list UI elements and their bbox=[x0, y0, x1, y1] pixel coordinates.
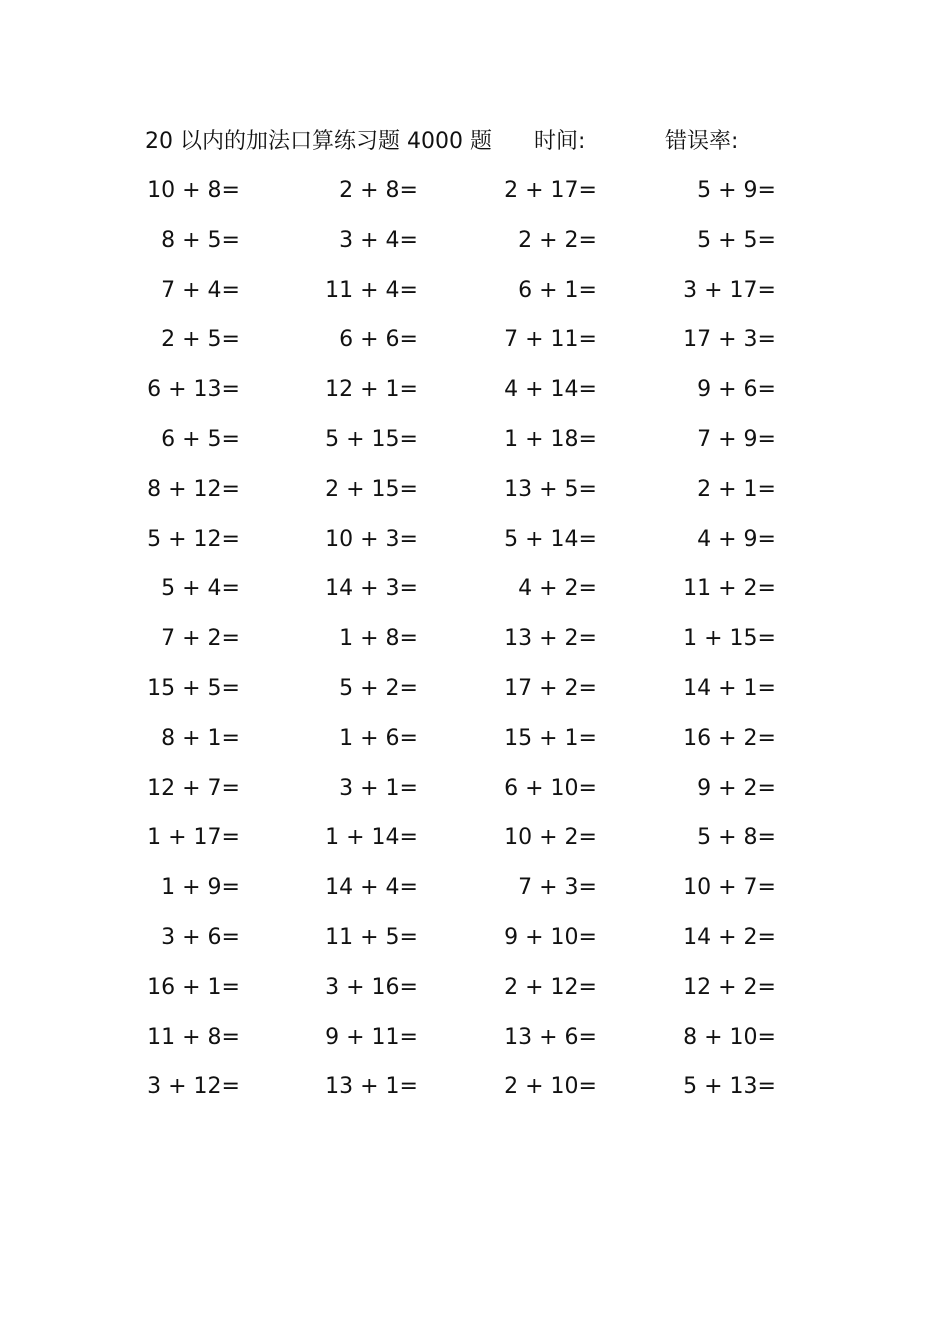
problem-item: 5 + 15= bbox=[325, 426, 418, 452]
problem-item: 16 + 2= bbox=[683, 725, 776, 751]
problem-row bbox=[0, 315, 950, 365]
problem-item: 5 + 14= bbox=[504, 526, 597, 552]
problem-row bbox=[0, 465, 950, 515]
problem-row bbox=[0, 714, 950, 764]
problem-item: 1 + 8= bbox=[339, 626, 418, 652]
problem-item: 7 + 3= bbox=[518, 875, 597, 901]
problem-item: 1 + 17= bbox=[147, 825, 240, 851]
problem-row bbox=[0, 813, 950, 863]
problem-item: 4 + 2= bbox=[518, 576, 597, 602]
problem-item: 2 + 2= bbox=[518, 227, 597, 253]
problem-item: 10 + 3= bbox=[325, 526, 418, 552]
problem-item: 2 + 8= bbox=[339, 178, 418, 203]
problem-item: 8 + 1= bbox=[161, 725, 240, 751]
problem-row bbox=[0, 365, 950, 415]
problem-item: 3 + 17= bbox=[683, 277, 776, 303]
problem-item: 11 + 5= bbox=[325, 924, 418, 950]
problem-item: 11 + 8= bbox=[147, 1024, 240, 1050]
problem-item: 5 + 9= bbox=[697, 178, 776, 203]
problem-item: 13 + 5= bbox=[504, 476, 597, 502]
problem-row bbox=[0, 614, 950, 664]
problem-item: 4 + 14= bbox=[504, 377, 597, 403]
problem-item: 1 + 15= bbox=[683, 626, 776, 652]
problem-item: 1 + 6= bbox=[339, 725, 418, 751]
problem-row bbox=[0, 664, 950, 714]
problem-item: 14 + 4= bbox=[325, 875, 418, 901]
problem-item: 9 + 11= bbox=[325, 1024, 418, 1050]
problem-row bbox=[0, 266, 950, 316]
problem-row bbox=[0, 1062, 950, 1112]
problem-item: 13 + 1= bbox=[325, 1074, 418, 1100]
problem-item: 6 + 13= bbox=[147, 377, 240, 403]
problem-item: 6 + 1= bbox=[518, 277, 597, 303]
problem-row bbox=[0, 913, 950, 963]
problem-item: 7 + 2= bbox=[161, 626, 240, 652]
problem-item: 11 + 4= bbox=[325, 277, 418, 303]
problem-row bbox=[0, 1013, 950, 1063]
problem-item: 13 + 2= bbox=[504, 626, 597, 652]
problem-item: 12 + 7= bbox=[147, 775, 240, 801]
problem-item: 7 + 11= bbox=[504, 327, 597, 353]
problem-item: 6 + 6= bbox=[339, 327, 418, 353]
problem-item: 10 + 7= bbox=[683, 875, 776, 901]
problem-item: 15 + 1= bbox=[504, 725, 597, 751]
problem-item: 6 + 10= bbox=[504, 775, 597, 801]
problem-item: 9 + 6= bbox=[697, 377, 776, 403]
problem-item: 10 + 2= bbox=[504, 825, 597, 851]
problem-item: 8 + 10= bbox=[683, 1024, 776, 1050]
time-label: 时间: bbox=[534, 129, 586, 154]
problem-item: 9 + 10= bbox=[504, 924, 597, 950]
problem-item: 2 + 15= bbox=[325, 476, 418, 502]
problem-item: 1 + 9= bbox=[161, 875, 240, 901]
problem-item: 12 + 1= bbox=[325, 377, 418, 403]
problem-row bbox=[0, 963, 950, 1013]
problem-item: 9 + 2= bbox=[697, 775, 776, 801]
problem-row bbox=[0, 564, 950, 614]
problem-item: 8 + 5= bbox=[161, 227, 240, 253]
problem-item: 13 + 6= bbox=[504, 1024, 597, 1050]
problem-item: 15 + 5= bbox=[147, 675, 240, 701]
problem-item: 3 + 4= bbox=[339, 227, 418, 253]
problem-item: 12 + 2= bbox=[683, 974, 776, 1000]
problem-item: 14 + 3= bbox=[325, 576, 418, 602]
problem-item: 11 + 2= bbox=[683, 576, 776, 602]
problem-item: 5 + 13= bbox=[683, 1074, 776, 1100]
worksheet-header bbox=[0, 122, 950, 162]
problem-item: 2 + 10= bbox=[504, 1074, 597, 1100]
problem-row bbox=[0, 515, 950, 565]
problem-item: 16 + 1= bbox=[147, 974, 240, 1000]
problem-row bbox=[0, 764, 950, 814]
problem-item: 7 + 9= bbox=[697, 426, 776, 452]
error-rate-label: 错误率: bbox=[665, 129, 739, 154]
problem-item: 17 + 3= bbox=[683, 327, 776, 353]
problem-item: 8 + 12= bbox=[147, 476, 240, 502]
problem-item: 14 + 1= bbox=[683, 675, 776, 701]
problem-item: 10 + 8= bbox=[147, 178, 240, 203]
problem-row bbox=[0, 415, 950, 465]
problem-row bbox=[0, 216, 950, 266]
worksheet-title: 20 以内的加法口算练习题 4000 题 bbox=[145, 129, 492, 154]
problem-row bbox=[0, 166, 950, 216]
problem-item: 5 + 5= bbox=[697, 227, 776, 253]
problem-item: 1 + 14= bbox=[325, 825, 418, 851]
problem-item: 2 + 1= bbox=[697, 476, 776, 502]
problem-item: 17 + 2= bbox=[504, 675, 597, 701]
problem-item: 1 + 18= bbox=[504, 426, 597, 452]
problem-item: 5 + 12= bbox=[147, 526, 240, 552]
problem-item: 2 + 12= bbox=[504, 974, 597, 1000]
problem-item: 3 + 1= bbox=[339, 775, 418, 801]
problem-item: 5 + 4= bbox=[161, 576, 240, 602]
problem-item: 3 + 16= bbox=[325, 974, 418, 1000]
problem-item: 3 + 12= bbox=[147, 1074, 240, 1100]
problem-item: 7 + 4= bbox=[161, 277, 240, 303]
problem-grid bbox=[0, 166, 950, 1112]
problem-item: 14 + 2= bbox=[683, 924, 776, 950]
problem-item: 5 + 2= bbox=[339, 675, 418, 701]
problem-item: 2 + 17= bbox=[504, 178, 597, 203]
problem-item: 3 + 6= bbox=[161, 924, 240, 950]
problem-item: 4 + 9= bbox=[697, 526, 776, 552]
problem-item: 6 + 5= bbox=[161, 426, 240, 452]
problem-item: 2 + 5= bbox=[161, 327, 240, 353]
problem-row bbox=[0, 863, 950, 913]
problem-item: 5 + 8= bbox=[697, 825, 776, 851]
